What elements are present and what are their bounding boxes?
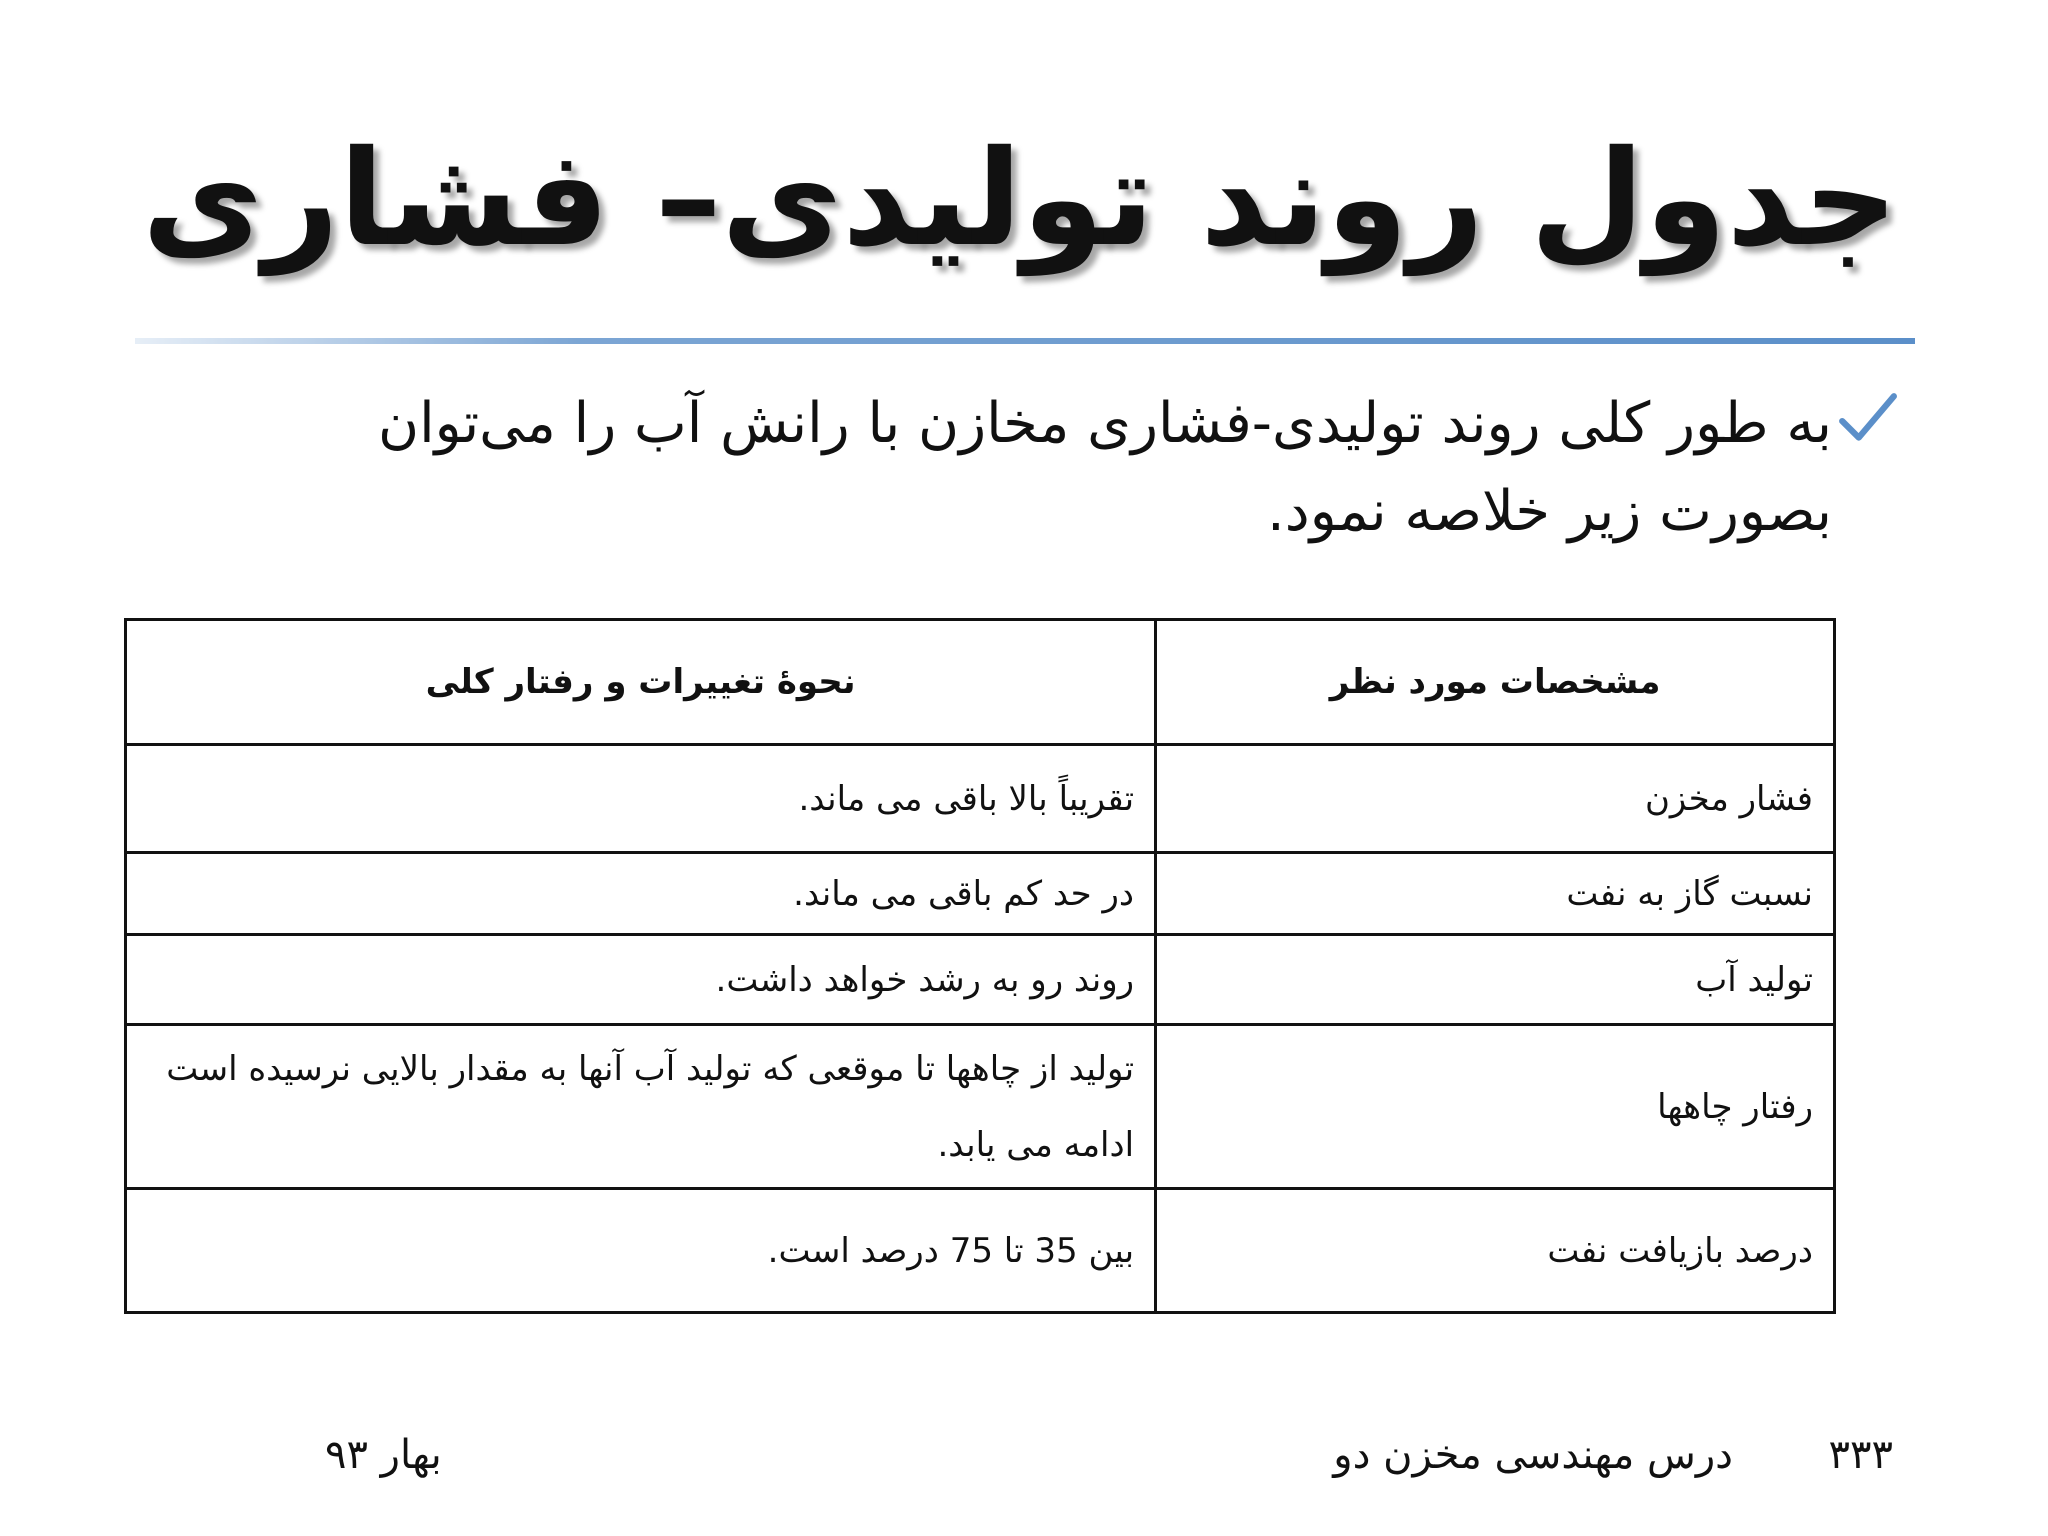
table-cell-behavior: تقریباً بالا باقی می ماند. [126,745,1156,853]
table-row [126,1025,1835,1189]
bullet-text: به طور کلی روند تولیدی-فشاری مخازن با رانش آب را می‌توان بصورت زیر خلاصه نمود. [377,391,1832,544]
table-cell-characteristic: تولید آب [1156,935,1835,1025]
table-row [126,745,1835,853]
header-cell-characteristic: مشخصات مورد نظر [1156,620,1835,745]
checkmark-icon [1836,388,1898,450]
table-cell-characteristic: رفتار چاهها [1156,1025,1835,1189]
table-cell-characteristic: فشار مخزن [1156,745,1835,853]
table-header-row [126,620,1835,745]
table-row [126,935,1835,1025]
footer-course-name: درس مهندسی مخزن دو [1333,1432,1733,1478]
table-cell-behavior: بین 35 تا 75 درصد است. [126,1189,1156,1313]
bullet-point [338,380,1898,556]
table-cell-behavior: روند رو به رشد خواهد داشت. [126,935,1156,1025]
title-underline [135,336,1915,346]
table-row [126,1189,1835,1313]
slide-title: جدول روند تولیدی– فشاری [142,122,1898,276]
page-number: ۳۳۳ [1828,1432,1893,1478]
table-row [126,853,1835,935]
table-cell-behavior: تولید از چاهها تا موقعی که تولید آب آنها به مقدار بالایی نرسیده است ادامه می یابد. [126,1025,1156,1189]
table-cell-characteristic: نسبت گاز به نفت [1156,853,1835,935]
table-cell-characteristic: درصد بازیافت نفت [1156,1189,1835,1313]
footer-term: بهار ۹۳ [325,1432,442,1478]
header-cell-behavior: نحوهٔ تغییرات و رفتار کلی [126,620,1156,745]
data-table [124,618,1836,1314]
table-cell-behavior: در حد کم باقی می ماند. [126,853,1156,935]
